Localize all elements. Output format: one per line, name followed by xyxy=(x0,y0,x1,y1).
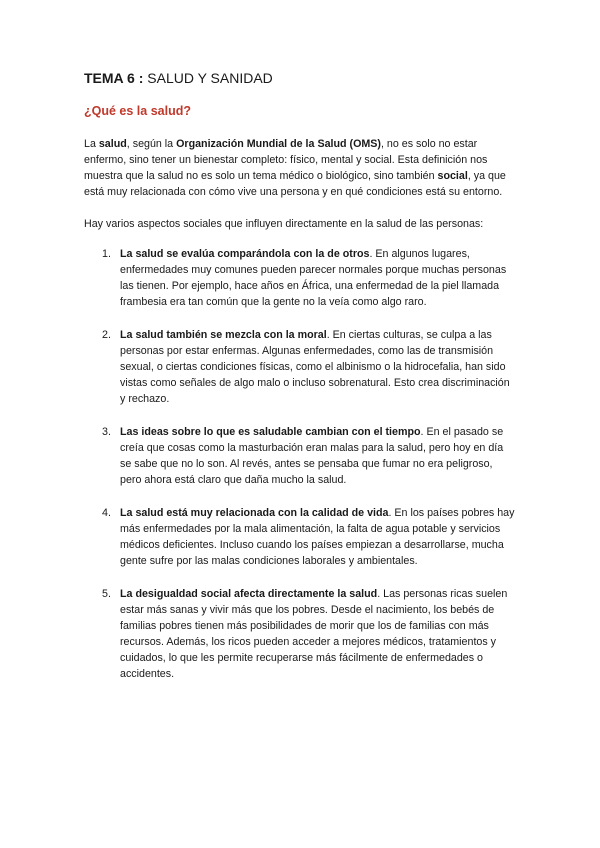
item-text: . En el pasado se creía que cosas como la masturbación eran malas para la salud, pero hoy en día se sabe que no lo son. Al revés, antes se pensaba que fumar no era peligroso, pero ahora está claro que daña mucho la salud. xyxy=(120,426,504,486)
intro-text: , ya que está muy relacionada con cómo vive una persona y en qué condiciones está su entorno. xyxy=(84,170,506,198)
intro-text: , según la xyxy=(126,138,177,150)
item-text: . En los países pobres hay más enfermedades por la mala alimentación, la falta de agua potable y servicios médicos deficientes. Incluso cuando los países empiezan a desarrollarse, mucha gente sufre por las malas condiciones laborales y ambientales. xyxy=(120,507,515,567)
list-item xyxy=(84,246,516,310)
intro-text: La xyxy=(84,138,99,150)
item-bold: La desigualdad social afecta directamente la salud xyxy=(120,588,378,600)
section-heading: ¿Qué es la salud? xyxy=(84,104,191,118)
intro-bold: Organización Mundial de la Salud (OMS) xyxy=(176,138,381,150)
list-item xyxy=(84,505,516,569)
item-text: . En ciertas culturas, se culpa a las personas por estar enfermas. Algunas enfermedades, como las de transmisión sexual, o ciertas condiciones físicas, como el albinismo o la hidrocefalia, han sido vistas como señales de algo malo o incluso sobrenatural. Esto crea discriminación y rechazo. xyxy=(120,329,510,405)
item-bold: Las ideas sobre lo que es saludable cambian con el tiempo xyxy=(120,426,421,438)
intro-paragraph xyxy=(84,136,516,200)
aspects-list xyxy=(84,246,516,682)
intro-text: , no es solo no estar enfermo, sino tener un bienestar completo: físico, mental y social. Esta definición nos muestra que la salud no es solo un tema médico o biológico, sino también xyxy=(84,138,488,182)
list-item xyxy=(84,424,516,488)
intro-bold: social xyxy=(437,170,468,182)
item-bold: La salud se evalúa comparándola con la de otros xyxy=(120,248,370,260)
item-number: 5. xyxy=(102,588,111,600)
list-item xyxy=(84,586,516,682)
item-number: 1. xyxy=(102,248,111,260)
item-number: 4. xyxy=(102,507,111,519)
list-item xyxy=(84,327,516,407)
item-text: . Las personas ricas suelen estar más sanas y vivir más que los pobres. Desde el nacimiento, los bebés de familias pobres tienen más posibilidades de morir que los de familias con más recursos. Además, los ricos pueden acceder a mejores médicos, tratamientos y cuidados, lo que les permite recuperarse más fácilmente de enfermedades o accidentes. xyxy=(120,588,508,680)
intro-bold: salud xyxy=(98,138,127,150)
title-text: SALUD Y SANIDAD xyxy=(147,70,273,86)
title-label: TEMA 6 : xyxy=(84,70,144,86)
page-title xyxy=(84,70,516,86)
item-bold: La salud también se mezcla con la moral xyxy=(120,329,327,341)
item-text: . En algunos lugares, enfermedades muy comunes pueden parecer normales porque muchas personas las tienen. Por ejemplo, hace años en África, una enfermedad de la piel llamada frambesia era tan común que la gente no la veía como algo raro. xyxy=(120,248,507,308)
item-number: 3. xyxy=(102,426,111,438)
item-bold: La salud está muy relacionada con la calidad de vida xyxy=(120,507,389,519)
aspects-intro: Hay varios aspectos sociales que influyen directamente en la salud de las personas: xyxy=(84,218,484,230)
item-number: 2. xyxy=(102,329,111,341)
